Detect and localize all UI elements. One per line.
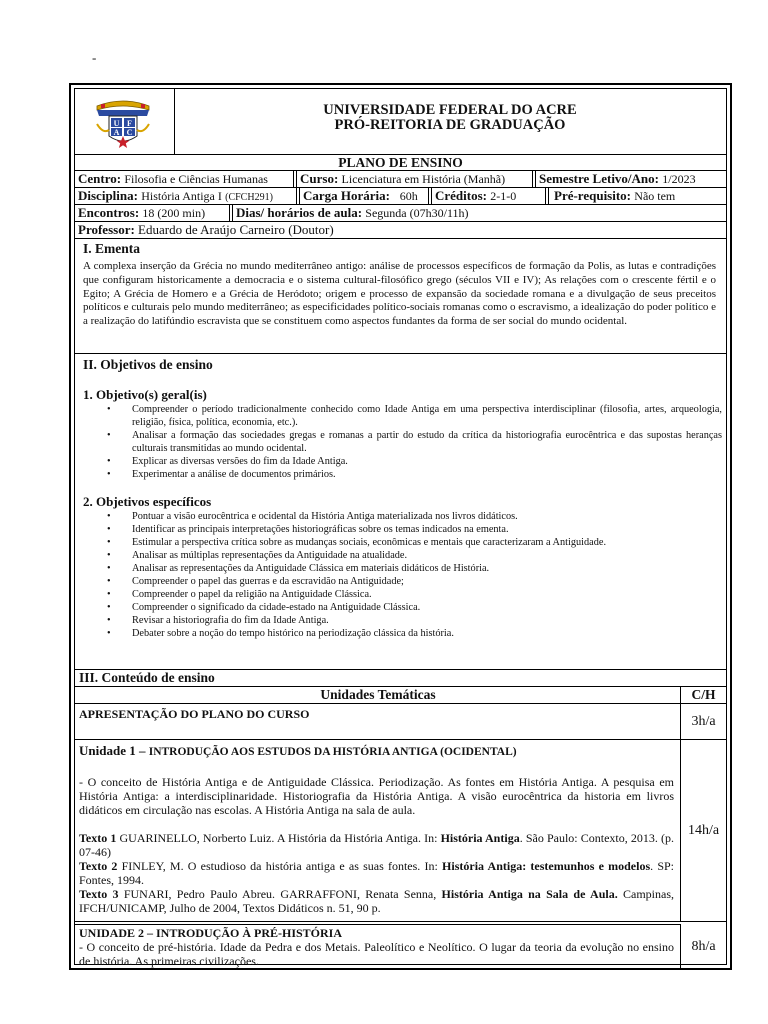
list-item: • Analisar as múltiplas representações da Antiguidade na atualidade. <box>132 549 722 562</box>
unit1-text1: Texto 1 GUARINELLO, Norberto Luiz. A História da História Antiga. In: História Antiga. São Paulo: Contexto, 2013. (p. 07-46) <box>79 831 674 859</box>
objetivos-gerais-list <box>83 403 722 481</box>
unit1-ch: 14h/a <box>680 740 726 921</box>
ementa-text: A complexa inserção da Grécia no mundo mediterrâneo antigo: análise de processos específicos de formação da Polis, as lutas e contradições que configuram historicamente a democracia e o sistema cultural-filosófico grego (séculos VII e IV); As relações com o crescente fértil e o Egito; A Grécia de Homero e a Grécia de Heródoto; origem e processo de expansão da sociedade romana e a divulgação de seus preceitos políticos e culturais pelo mundo mediterrâneo; as especificidades político-sociais romanas como o escravismo, a idealização do poder político e a realização do latifúndio escravista que se constituem como aspectos fundantes da forma de ser social do mundo ocidental. <box>83 260 716 328</box>
prereq-label: Pré-requisito: <box>554 188 632 203</box>
unit2-title: UNIDADE 2 – INTRODUÇÃO À PRÉ-HISTÓRIA <box>79 926 343 940</box>
svg-text:F: F <box>127 119 132 128</box>
professor-value: Eduardo de Araújo Carneiro (Doutor) <box>138 222 334 237</box>
list-item: • Estimular a perspectiva crítica sobre as mudanças sociais, econômicas e mentais que caracterizaram a Antiguidade. <box>132 536 722 549</box>
disciplina-code: (CFCH291) <box>225 192 273 203</box>
objetivos-title: II. Objetivos de ensino <box>83 357 213 372</box>
encontros-cell <box>75 205 205 221</box>
unit1-text2: Texto 2 FINLEY, M. O estudioso da história antiga e as suas fontes. In: História Antiga: testemunhos e modelos. SP: Fontes, 1994. <box>79 859 675 887</box>
conteudo-title-row <box>75 670 726 687</box>
row-disciplina <box>75 188 726 205</box>
dias-cell <box>233 205 469 221</box>
svg-text:U: U <box>113 119 120 128</box>
semestre-cell <box>536 171 696 187</box>
creditos-value: 2-1-0 <box>490 189 517 203</box>
list-item: • Explicar as diversas versões do fim da Idade Antiga. <box>132 455 722 468</box>
encontros-label: Encontros: <box>78 205 140 220</box>
creditos-cell <box>432 188 516 204</box>
objetivos-section <box>75 354 726 670</box>
unit1-title: INTRODUÇÃO AOS ESTUDOS DA HISTÓRIA ANTIGA (OCIDENTAL) <box>148 746 517 758</box>
unit1-label: Unidade 1 – <box>79 743 146 758</box>
university-name: UNIVERSIDADE FEDERAL DO ACRE <box>323 102 577 118</box>
objetivos-especificos-title: 2. Objetivos específicos <box>83 494 212 509</box>
curso-label: Curso: <box>300 171 339 186</box>
ementa-section <box>75 239 726 354</box>
list-item: • Analisar a formação das sociedades gregas e romanas a partir do estudo da crítica da historiografia eurocêntrica e das supostas heranças culturais transmitidas ao mundo ocidental. <box>132 429 722 455</box>
curso-cell <box>297 171 505 187</box>
disciplina-cell <box>75 188 273 206</box>
conteudo-table-header <box>75 687 726 704</box>
apresentacao-title: APRESENTAÇÃO DO PLANO DO CURSO <box>79 707 310 721</box>
apresentacao-ch: 3h/a <box>680 704 726 739</box>
unit1-content <box>79 743 674 915</box>
list-item: • Pontuar a visão eurocêntrica e ocidental da História Antiga materializada nos livros didáticos. <box>132 510 722 523</box>
prereq-value: Não tem <box>634 189 676 203</box>
teaching-plan-document <box>69 83 732 970</box>
disciplina-value: História Antiga I <box>141 189 222 203</box>
dias-value: Segunda (07h30/11h) <box>365 206 469 220</box>
conteudo-title: III. Conteúdo de ensino <box>79 670 215 685</box>
units-column-header: Unidades Temáticas <box>320 687 436 702</box>
semestre-label: Semestre Letivo/Ano: <box>539 171 659 186</box>
creditos-label: Créditos: <box>435 188 487 203</box>
svg-text:C: C <box>126 128 133 137</box>
centro-label: Centro: <box>78 171 122 186</box>
list-item: • Compreender o papel da religião na Antiguidade Clássica. <box>132 588 722 601</box>
unit2-content <box>79 927 674 968</box>
department-name: PRÓ-REITORIA DE GRADUAÇÃO <box>334 117 566 133</box>
ufac-logo <box>93 94 153 150</box>
encontros-value: 18 (200 min) <box>142 206 206 220</box>
stray-dash: - <box>92 50 97 65</box>
list-item: • Identificar as principais interpretações historiográficas sobre os temas indicados na ementa. <box>132 523 722 536</box>
plan-title: PLANO DE ENSINO <box>75 155 726 171</box>
row-encontros <box>75 205 726 222</box>
list-item: • Compreender o significado da cidade-estado na Antiguidade Clássica. <box>132 601 722 614</box>
list-item: • Compreender o papel das guerras e da escravidão na Antiguidade; <box>132 575 722 588</box>
list-item: • Analisar as representações da Antiguidade Clássica em materiais didáticos de História. <box>132 562 722 575</box>
unit1-text: - O conceito de História Antiga e de Antiguidade Clássica. Periodização. As fontes em História Antiga. A pesquisa em História Antiga: a interdisciplinaridade. Historiografia da História Antiga. A visão eurocêntrica da historia em livros didáticos em circulação nas escolas. A História Antiga na sala de aula. <box>79 775 674 817</box>
ementa-title: I. Ementa <box>83 241 140 256</box>
list-item: • Revisar a historiografia do fim da Idade Antiga. <box>132 614 722 627</box>
logo-cell <box>75 89 175 154</box>
centro-value: Filosofia e Ciências Humanas <box>124 172 268 186</box>
list-item: • Compreender o período tradicionalmente conhecido como Idade Antiga em uma perspectiva interdisciplinar (filosofia, artes, arqueologia, religião, física, política, economia, etc.). <box>132 403 722 429</box>
professor-cell <box>75 222 334 238</box>
svg-text:A: A <box>113 128 120 137</box>
row-professor <box>75 222 726 239</box>
objetivos-gerais-title: 1. Objetivo(s) geral(is) <box>83 387 207 402</box>
list-item: • Experimentar a análise de documentos primários. <box>132 468 722 481</box>
header-titles <box>174 103 726 133</box>
unit2-row <box>75 922 726 970</box>
ch-column-header: C/H <box>680 687 726 703</box>
unit2-text: - O conceito de pré-história. Idade da Pedra e dos Metais. Paleolítico e Neolítico. O lugar da teoria da evolução no ensino de história. As primeiras civilizações. <box>79 940 674 968</box>
carga-value: 60h <box>399 189 418 203</box>
unit2-ch: 8h/a <box>680 924 726 970</box>
list-item: • Debater sobre a noção do tempo histórico na periodização clássica da história. <box>132 627 722 640</box>
unit1-row <box>75 740 726 922</box>
carga-label: Carga Horária: <box>303 188 391 203</box>
professor-label: Professor: <box>78 222 135 237</box>
apresentacao-row <box>75 704 726 740</box>
objetivos-especificos-list <box>83 510 722 640</box>
dias-label: Dias/ horários de aula: <box>236 205 363 220</box>
curso-value: Licenciatura em História (Manhã) <box>341 172 506 186</box>
carga-cell <box>300 188 418 204</box>
row-centro <box>75 171 726 188</box>
header-row <box>75 89 726 155</box>
disciplina-label: Disciplina: <box>78 188 138 203</box>
semestre-value: 1/2023 <box>662 172 696 186</box>
prereq-cell <box>551 188 675 204</box>
centro-cell <box>75 171 268 187</box>
unit1-text3: Texto 3 FUNARI, Pedro Paulo Abreu. GARRAFFONI, Renata Senna, História Antiga na Sala de Aula. Campinas, IFCH/UNICAMP, Julho de 2004, Textos Didáticos n. 51, 90 p. <box>79 887 675 915</box>
